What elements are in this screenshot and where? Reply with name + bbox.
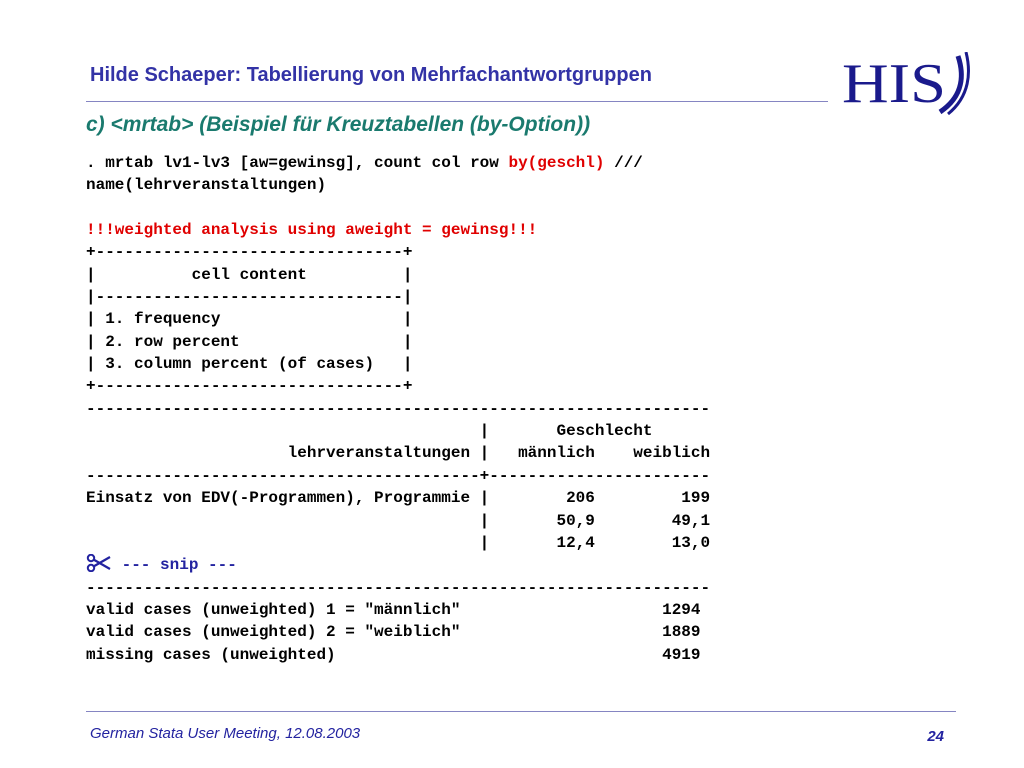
table-header-2: lehrveranstaltungen | männlich weiblich [86, 444, 711, 463]
box-item-row-percent: | 2. row percent | [86, 332, 413, 351]
box-bottom: +--------------------------------+ [86, 377, 413, 396]
scissors-icon [86, 554, 112, 572]
box-item-column-percent: | 3. column percent (of cases) | [86, 355, 413, 374]
table-row-frequency: Einsatz von EDV(-Programmen), Programmie | 206 199 [86, 489, 711, 508]
header-divider [86, 101, 828, 102]
command-text: . mrtab lv1-lv3 [aw=gewinsg], count col row [86, 154, 509, 172]
slide-header-title: Hilde Schaeper: Tabellierung von Mehrfachantwortgruppen [90, 64, 652, 86]
his-logo-text: HIS [842, 53, 946, 115]
command-line [86, 152, 710, 174]
by-option-highlight: by(geschl) [508, 154, 605, 172]
blank-line [86, 197, 710, 219]
missing-cases: missing cases (unweighted) 4919 [86, 645, 701, 664]
table-rule-top: ----------------------------------------------------------------- [86, 399, 711, 418]
stata-output [86, 152, 710, 666]
box-item-frequency: | 1. frequency | [86, 310, 413, 329]
table-rule-mid: -----------------------------------------+----------------------- [86, 466, 711, 485]
box-title: | cell content | [86, 265, 413, 284]
valid-cases-female: valid cases (unweighted) 2 = "weiblich" 1889 [86, 623, 701, 642]
table-row-row-percent: | 50,9 49,1 [86, 511, 711, 530]
section-title: c) <mrtab> (Beispiel für Kreuztabellen (by-Option)) [86, 113, 591, 136]
command-line-2: name(lehrveranstaltungen) [86, 176, 327, 195]
footer-text: German Stata User Meeting, 12.08.2003 [90, 725, 361, 742]
his-logo [840, 52, 975, 116]
box-top: +--------------------------------+ [86, 243, 413, 262]
snip-line [86, 554, 710, 576]
table-rule-bottom: ----------------------------------------------------------------- [86, 578, 711, 597]
table-header-1: | Geschlecht [86, 422, 653, 441]
weighted-warning: !!!weighted analysis using aweight = gewinsg!!! [86, 221, 538, 240]
box-separator: |--------------------------------| [86, 288, 413, 307]
table-row-column-percent: | 12,4 13,0 [86, 533, 711, 552]
valid-cases-male: valid cases (unweighted) 1 = "männlich" 1294 [86, 600, 701, 619]
footer-divider [86, 711, 956, 712]
snip-text: --- snip --- [112, 556, 237, 575]
command-continuation-marker: /// [604, 154, 643, 172]
page-number: 24 [927, 728, 944, 745]
